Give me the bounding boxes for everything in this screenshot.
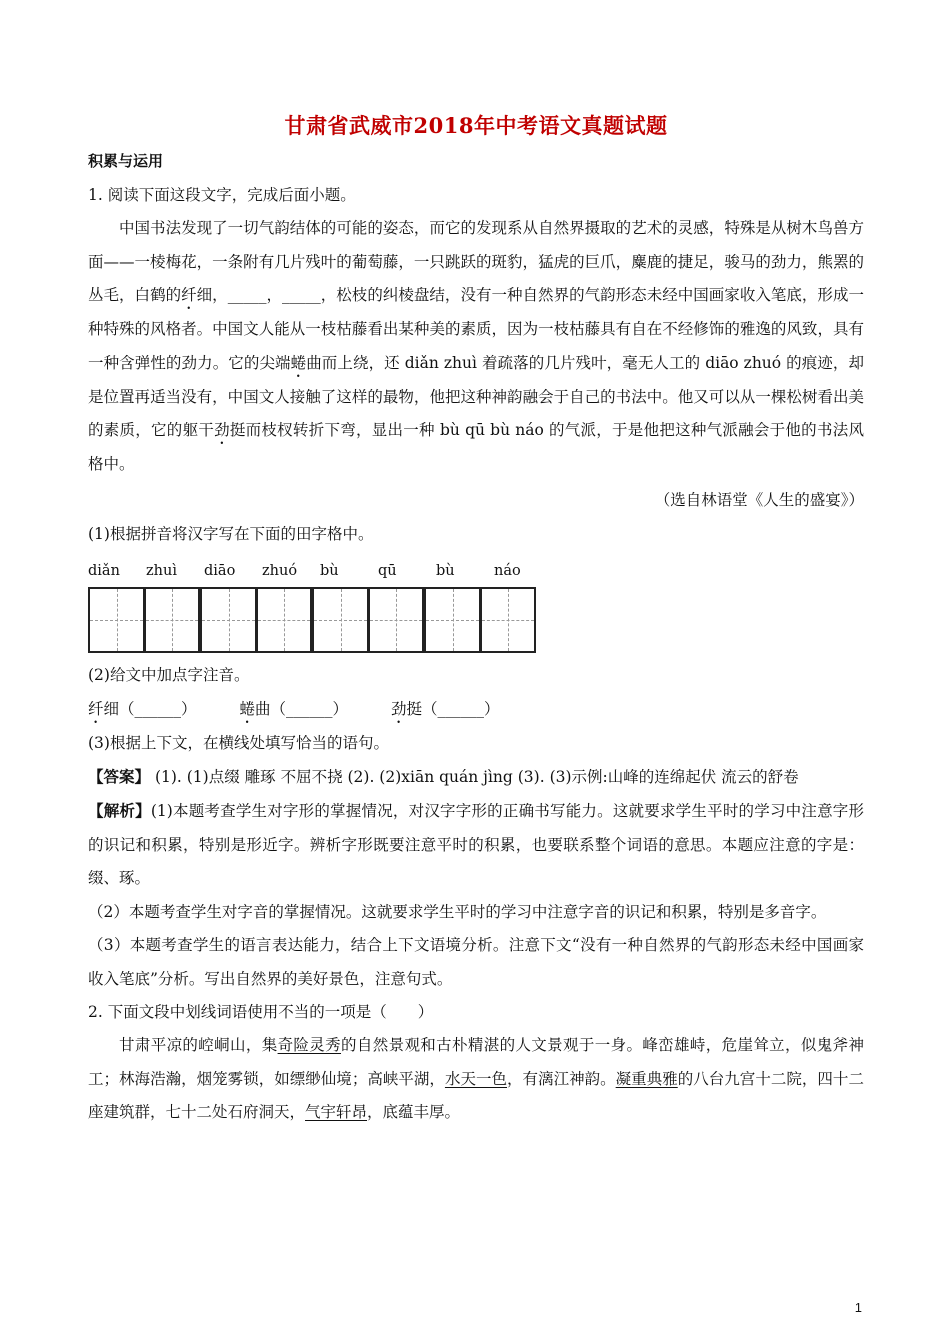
passage-source: （选自林语堂《人生的盛宴》）: [654, 490, 864, 509]
sub-question-1: (1)根据拼音将汉字写在下面的田字格中。: [88, 524, 374, 543]
pinyin-label: bù: [320, 562, 339, 579]
sub-question-2: (2)给文中加点字注音。: [88, 665, 250, 684]
question-2-passage: 甘肃平凉的崆峒山，集奇险灵秀的自然景观和古朴精湛的人文景观于一身。峰峦雄峙，危崖耸立，似鬼斧神工；林海浩瀚，烟笼雾锁，如缥缈仙境；高峡平湖，水天一色，有漓江神韵。凝重典雅的八台九宫十二院，四十二座建筑群，七十二处石府洞天，气宇轩昂，底蕴丰厚。: [88, 1036, 864, 1121]
page-number: 1: [854, 1300, 862, 1315]
analysis-block: 【解析】(1)本题考查学生对字形的掌握情况，对汉字字形的正确书写能力。这就要求学生平时的学习中注意字形的识记和积累，特别是形近字。辨析字形既要注意平时的积累，也要联系整个词语的意思。本题应注意的字是：缀、琢。: [88, 801, 864, 887]
tianzige-cell[interactable]: [368, 587, 424, 653]
section-heading: 积累与运用: [88, 152, 164, 170]
dotted-char-xian: 纤: [181, 286, 197, 304]
document-title: 甘肃省武威市2018年中考语文真题试题: [284, 113, 668, 138]
pinyin-label: náo: [494, 562, 521, 579]
pinyin-label: qū: [378, 562, 397, 579]
analysis-item-2: （2）本题考查学生对字音的掌握情况。这就要求学生平时的学习中注意字音的识记和积累，特别是多音字。: [88, 902, 827, 921]
tianzige-cell[interactable]: [424, 587, 480, 653]
tianzige-grid: [88, 587, 864, 653]
zhuyin-item: 蜷曲（______）: [239, 699, 348, 718]
pinyin-label: diāo: [204, 562, 236, 579]
zhuyin-item: 纤细（______）: [88, 699, 197, 718]
tianzige-cell[interactable]: [312, 587, 368, 653]
question-1-stem: 1. 阅读下面这段文字，完成后面小题。: [88, 186, 356, 204]
underlined-term: 奇险灵秀: [277, 1036, 342, 1054]
underlined-term: 凝重典雅: [615, 1069, 678, 1088]
pinyin-label: zhuì: [146, 562, 177, 579]
underlined-term: 气宇轩昂: [305, 1103, 368, 1121]
pinyin-label: zhuó: [262, 562, 298, 579]
tianzige-cell[interactable]: [144, 587, 200, 653]
question-1-passage: 中国书法发现了一切气韵结体的可能的姿态，而它的发现系从自然界摄取的艺术的灵感，特殊是从树木鸟兽方面——一棱梅花，一条附有几片残叶的葡萄藤，一只跳跃的斑豹，猛虎的巨爪，麋鹿的捷足，骏马的劲力，熊罴的丛毛，白鹤的纤细，_____，_____，松枝的纠棱盘结，没有一种自然界的气韵形态未经中国画家收入笔底，形成一种特殊的风格者。中国文人能从一枝枯藤看出某种美的素质，因为一枝枯藤具有自在不经修饰的雅逸的风致，具有一种含弹性的劲力。它的尖端蜷曲而上绕，还 diǎn zhuì 着疏落的几片残叶，毫无人工的 diāo zhuó 的痕迹，却是位置再适当没有，中国文人接触了这样的最物，他把这种神韵融会于自己的书法中。他又可以从一棵松树看出美的素质，它的躯干劲挺而枝杈转折下弯，显出一种 bù qū bù náo 的气派，于是他把这种气派融会于他的书法风格中。: [88, 219, 864, 473]
question-2-stem: 2. 下面文段中划线词语使用不当的一项是（ ）: [88, 1003, 434, 1021]
analysis-item-3: （3）本题考查学生的语言表达能力，结合上下文语境分析。注意下文“没有一种自然界的气韵形态未经中国画家收入笔底”分析。写出自然界的美好景色，注意句式。: [88, 936, 864, 988]
tianzige-cell[interactable]: [480, 587, 536, 653]
answer-block: 【答案】 (1). (1)点缀 雕琢 不屈不挠 (2). (2)xiān quán jìng (3). (3)示例:山峰的连绵起伏 流云的舒卷: [88, 766, 799, 786]
sub-question-3: (3)根据上下文，在横线处填写恰当的语句。: [88, 733, 389, 752]
zhuyin-row: [88, 692, 864, 727]
tianzige-cell[interactable]: [256, 587, 312, 653]
document-page: [88, 110, 864, 1130]
underlined-term: 水天一色: [444, 1069, 508, 1088]
tianzige-cell[interactable]: [200, 587, 256, 653]
pinyin-label: diǎn: [88, 562, 120, 579]
pinyin-row: [88, 563, 864, 579]
zhuyin-item: 劲挺（______）: [390, 699, 500, 718]
tianzige-cell[interactable]: [88, 587, 144, 653]
dotted-char-jing: 劲: [214, 421, 230, 439]
pinyin-label: bù: [436, 562, 455, 579]
dotted-char-quan: 蜷: [290, 353, 307, 372]
